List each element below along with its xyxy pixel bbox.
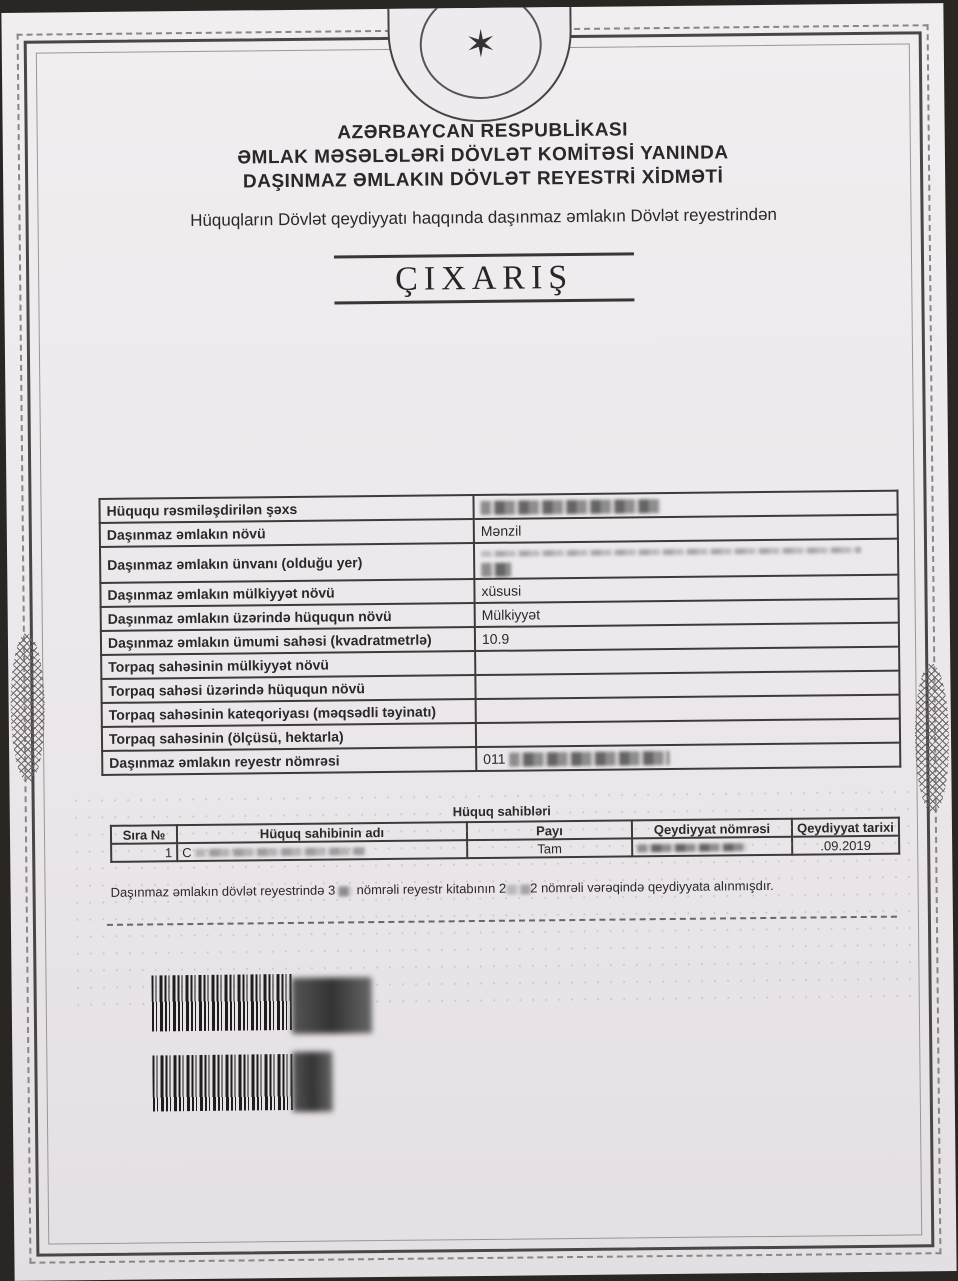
owner-num: 1 xyxy=(111,843,177,862)
owner-name-visible: C xyxy=(182,844,192,860)
row-value xyxy=(474,539,898,579)
note-number: 2 xyxy=(498,880,507,896)
barcode-2 xyxy=(152,1054,293,1111)
row-value xyxy=(476,743,900,771)
redacted-value xyxy=(509,751,669,767)
owners-caption: Hüquq sahibləri xyxy=(452,803,551,820)
right-ornament xyxy=(914,663,950,813)
row-label: Daşınmaz əmlakın növü xyxy=(100,519,474,547)
redacted-barcode-number xyxy=(292,977,373,1034)
row-label: Daşınmaz əmlakın reyestr nömrəsi xyxy=(102,747,476,775)
redacted-barcode-number xyxy=(292,1052,333,1112)
owner-share: Tam xyxy=(467,838,632,858)
title-rule-bottom xyxy=(334,298,634,304)
header-reg-no: Qeydiyyat nömrəsi xyxy=(632,819,792,839)
row-label: Daşınmaz əmlakın üzərində hüququn növü xyxy=(101,603,475,631)
redacted-value xyxy=(481,499,661,515)
state-emblem-icon: ✶ xyxy=(419,3,542,99)
barcode-1 xyxy=(151,974,292,1031)
row-value: Mülkiyyət xyxy=(475,599,899,627)
note-text: Daşınmaz əmlakın dövlət reyestrində xyxy=(110,882,325,900)
row-value: xüsusi xyxy=(474,575,898,603)
row-label: Torpaq sahəsinin mülkiyyət növü xyxy=(101,651,475,679)
row-value: 10.9 xyxy=(475,623,899,651)
row-label: Torpaq sahəsinin (ölçüsü, hektarla) xyxy=(102,723,476,751)
header-line-3: DAŞINMAZ ƏMLAKIN DÖVLƏT REYESTRİ XİDMƏTİ xyxy=(242,166,724,193)
document-sheet xyxy=(1,3,956,1281)
document-title: ÇIXARIŞ xyxy=(394,258,574,298)
row-label: Torpaq sahəsi üzərində hüququn növü xyxy=(101,675,475,703)
header-num: Sıra № xyxy=(111,825,177,844)
note-text: nömrəli vərəqində qeydiyyata alınmışdır. xyxy=(540,877,774,896)
header-line-2: ƏMLAK MƏSƏLƏLƏRİ DÖVLƏT KOMİTƏSİ YANINDA xyxy=(237,142,729,169)
header-name: Hüquq sahibinin adı xyxy=(177,822,467,843)
redacted-value xyxy=(481,563,511,577)
row-label: Torpaq sahəsinin kateqoriyası (məqsədli təyinatı) xyxy=(102,699,476,727)
property-details-table xyxy=(98,490,901,776)
owner-reg-date: .09.2019 xyxy=(792,836,899,855)
row-value: Mənzil xyxy=(474,515,898,543)
note-number: 2 xyxy=(530,880,538,896)
note-number: 3 xyxy=(328,882,336,898)
header-line-1: AZƏRBAYCAN RESPUBLİKASI xyxy=(337,119,629,144)
registry-number-visible: 011 xyxy=(483,750,506,767)
row-label: Hüququ rəsmiləşdirilən şəxs xyxy=(99,495,473,523)
note-text: nömrəli reyestr kitabının xyxy=(356,880,496,898)
document-subtitle: Hüquqların Dövlət qeydiyyatı haqqında daşınmaz əmlakın Dövlət reyestrindən xyxy=(190,204,778,231)
document-title-block xyxy=(334,242,635,315)
row-label: Daşınmaz əmlakın ümumi sahəsi (kvadratmetrlə) xyxy=(101,627,475,655)
redacted-value xyxy=(481,547,861,557)
row-label: Daşınmaz əmlakın ünvanı (olduğu yer) xyxy=(100,543,474,583)
row-label: Daşınmaz əmlakın mülkiyyət növü xyxy=(100,579,474,607)
header-reg-date: Qeydiyyat tarixi xyxy=(792,818,899,837)
title-rule-top xyxy=(334,252,634,258)
issuer-header xyxy=(83,116,884,196)
header-share: Payı xyxy=(467,820,632,840)
